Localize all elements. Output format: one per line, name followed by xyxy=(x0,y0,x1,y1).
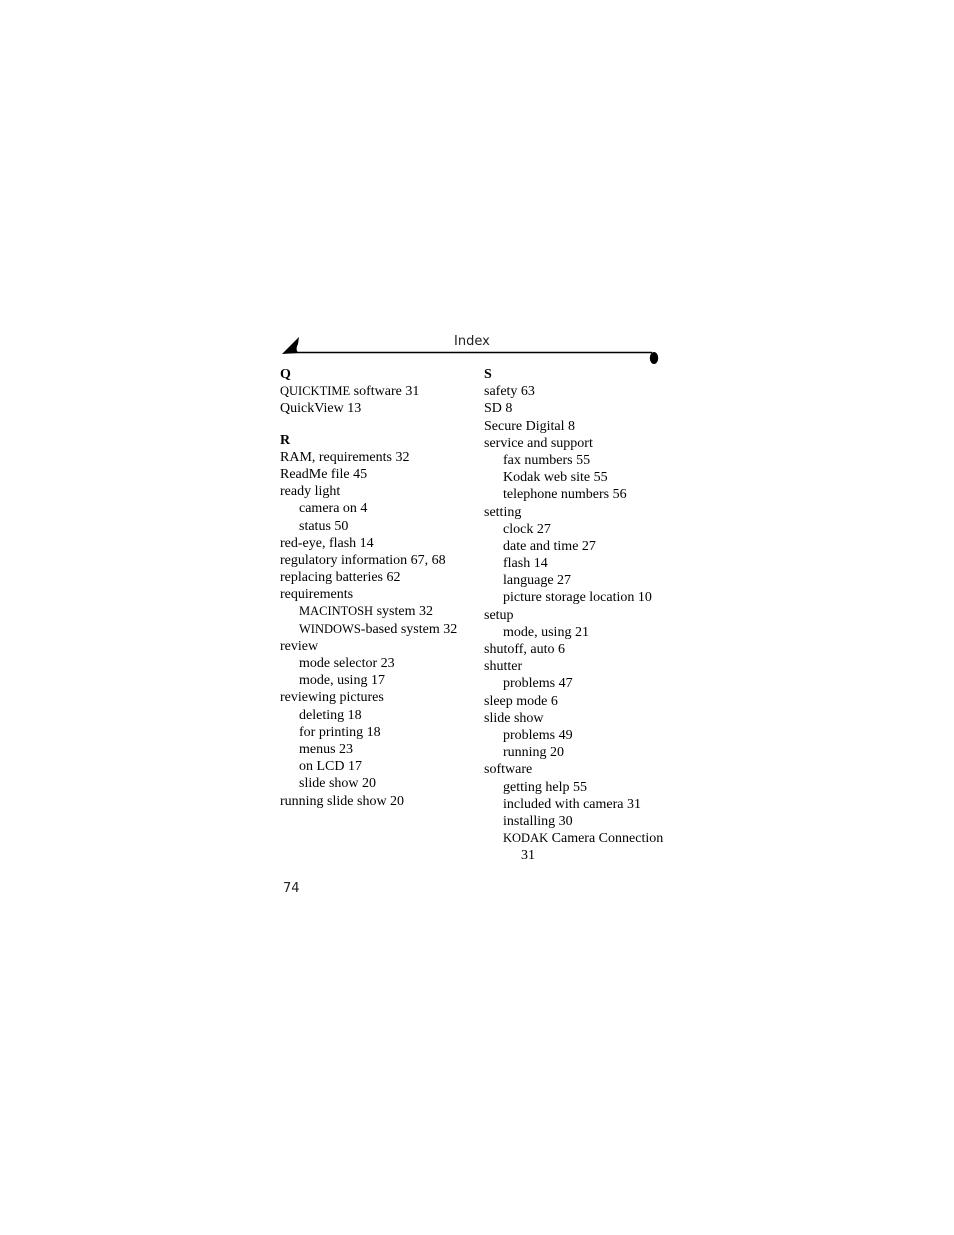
index-entry: Secure Digital 8 xyxy=(484,418,575,434)
index-subentry: problems 49 xyxy=(503,727,573,743)
index-entry: replacing batteries 62 xyxy=(280,570,401,586)
index-entry: regulatory information 67, 68 xyxy=(280,552,446,568)
section-gap xyxy=(280,418,470,432)
rule-dot-right xyxy=(650,352,658,364)
index-entry xyxy=(280,383,470,400)
entry-text: system 32 xyxy=(373,604,433,620)
index-entry: slide show xyxy=(484,710,544,726)
index-subentry: clock 27 xyxy=(503,521,551,537)
index-subentry: date and time 27 xyxy=(503,538,596,554)
entry-text: software 31 xyxy=(350,384,420,400)
index-subentry-continuation: 31 xyxy=(521,848,535,864)
index-subentry: mode, using 17 xyxy=(299,673,385,689)
section-letter-s: S xyxy=(484,367,492,382)
index-subentry: slide show 20 xyxy=(299,776,376,792)
index-subentry: on LCD 17 xyxy=(299,759,362,775)
index-subentry: installing 30 xyxy=(503,813,573,829)
index-subentry: deleting 18 xyxy=(299,707,362,723)
index-subentry: status 50 xyxy=(299,518,349,534)
index-subentry: picture storage location 10 xyxy=(503,590,652,606)
index-entry: shutter xyxy=(484,659,523,675)
index-entry: running slide show 20 xyxy=(280,793,405,809)
index-subentry: mode, using 21 xyxy=(503,624,589,640)
index-subentry: problems 47 xyxy=(503,676,573,692)
index-entry: sleep mode 6 xyxy=(484,693,558,709)
index-subentry: getting help 55 xyxy=(503,779,587,795)
index-subentry: language 27 xyxy=(503,573,572,589)
index-entry: SD 8 xyxy=(484,401,513,417)
index-entry: ready light xyxy=(280,484,341,500)
index-entry: review xyxy=(280,638,319,654)
index-entry: reviewing pictures xyxy=(280,690,384,706)
index-subentry xyxy=(484,830,684,847)
index-subentry: menus 23 xyxy=(299,741,354,757)
index-column-right xyxy=(484,366,684,864)
index-subentry: camera on 4 xyxy=(299,501,368,517)
index-entry: shutoff, auto 6 xyxy=(484,642,566,657)
header-rule xyxy=(280,336,660,368)
index-entry: RAM, requirements 32 xyxy=(280,449,410,465)
entry-brand: QUICKTIME xyxy=(280,384,351,399)
index-subentry: included with camera 31 xyxy=(503,796,642,812)
index-subentry: flash 14 xyxy=(503,556,548,572)
index-subentry: running 20 xyxy=(503,745,565,761)
index-subentry: telephone numbers 56 xyxy=(503,487,627,503)
index-subentry: fax numbers 55 xyxy=(503,452,591,468)
index-subentry xyxy=(280,603,470,620)
section-letter-r: R xyxy=(280,432,291,448)
page-number: 74 xyxy=(283,881,300,896)
index-entry: setup xyxy=(484,607,514,623)
index-subentry: for printing 18 xyxy=(299,724,381,740)
index-column-left xyxy=(280,366,470,810)
index-entry: red-eye, flash 14 xyxy=(280,535,374,551)
header-label: Index xyxy=(454,334,490,349)
index-entry: safety 63 xyxy=(484,384,535,400)
index-subentry xyxy=(280,621,470,638)
entry-brand: KODAK xyxy=(503,831,549,846)
index-entry: requirements xyxy=(280,587,354,603)
entry-brand: WINDOWS xyxy=(299,621,361,636)
index-subentry: mode selector 23 xyxy=(299,656,395,671)
index-entry: service and support xyxy=(484,435,593,451)
rule-swash-left xyxy=(282,337,299,354)
entry-text: -based system 32 xyxy=(360,621,458,637)
index-subentry: Kodak web site 55 xyxy=(503,470,608,486)
entry-text: Camera Connection xyxy=(548,831,664,847)
index-entry: software xyxy=(484,762,533,778)
section-letter-q: Q xyxy=(280,367,291,382)
entry-brand: MACINTOSH xyxy=(299,604,374,619)
index-entry: ReadMe file 45 xyxy=(280,466,368,482)
index-entry: QuickView 13 xyxy=(280,401,362,417)
index-entry: setting xyxy=(484,504,522,520)
